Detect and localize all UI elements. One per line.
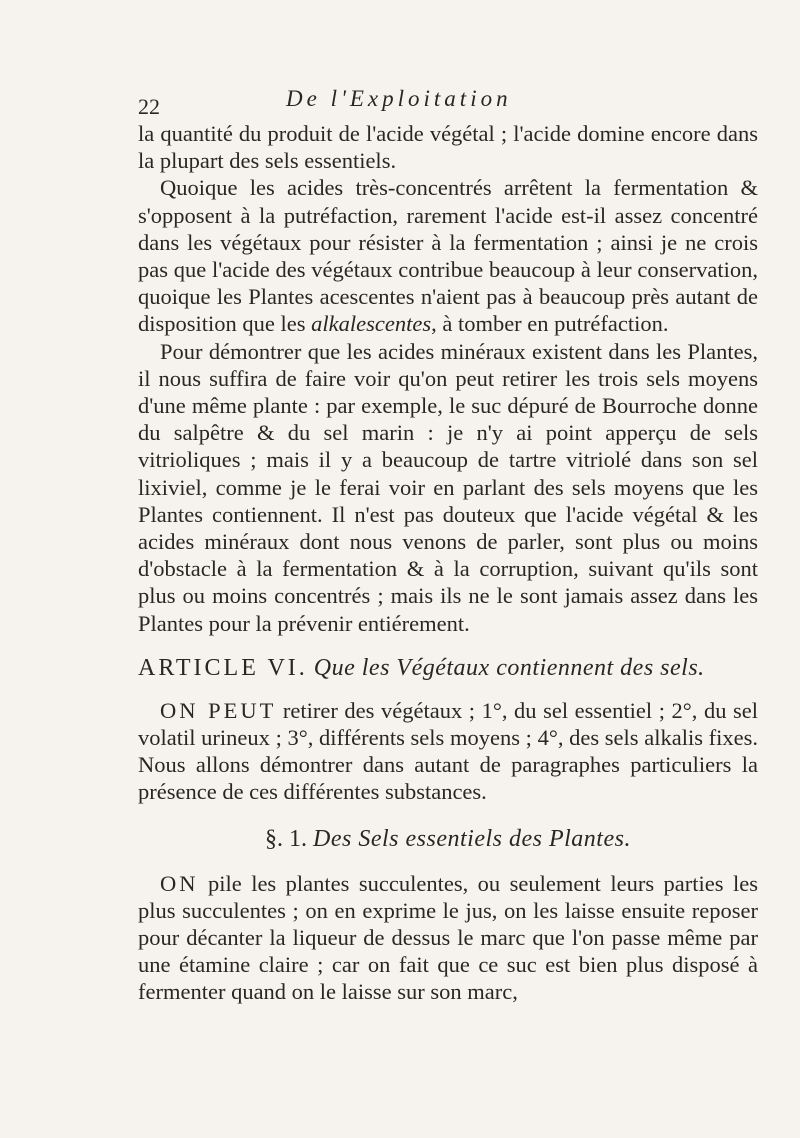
article-heading [138, 653, 758, 683]
article-title: Que les Végétaux contiennent des sels. [313, 654, 705, 681]
paragraph-5-text: pile les plantes succulentes, ou seulement leurs parties les plus succulentes ; on en exprime le jus, on les laisse ensuite reposer pour décanter la liqueur de dessus le marc que l'on passe même par une étamine claire ; car on fait que ce suc est bien plus disposé à fermenter quand on le laisse sur son marc, [138, 870, 759, 1005]
section-title: Des Sels essentiels des Plantes. [313, 825, 631, 852]
section-heading [138, 824, 758, 854]
paragraph-2-italic: alkalescentes [311, 311, 432, 337]
article-label: ARTICLE VI. [138, 654, 308, 681]
paragraph-3: Pour démontrer que les acides minéraux existent dans les Plantes, il nous suffira de faire voir qu'on peut retirer les trois sels moyens d'une même plante : par exemple, le suc dépuré de Bourroche donne du salpêtre & du sel marin : je n'y ai point apperçu de sels vitrioliques ; mais il y a beaucoup de tartre vitriolé dans son sel lixiviel, comme je le ferai voir en parlant des sels moyens que les Plantes contiennent. Il n'est pas douteux que l'acide végétal & les acides minéraux dont nous venons de parler, sont plus ou moins d'obstacle à la fermentation & à la corruption, suivant qu'ils sont plus ou moins concentrés ; mais ils ne le sont jamais assez dans les Plantes pour la prévenir entiérement. [138, 338, 758, 636]
page-header [128, 86, 748, 119]
page-number: 22 [138, 94, 160, 119]
section-label: §. 1. [265, 825, 308, 852]
paragraph-2-text: Quoique les acides très-concentrés arrêtent la fermentation & s'opposent à la putréfaction, rarement l'acide est-il assez concentré dans les végétaux pour résister à la fermentation ; ainsi je ne crois pas que l'acide des végétaux contribue beaucoup à leur conservation, quoique les Plantes acescentes n'aient pas à beaucoup près autant de disposition que les [138, 175, 758, 337]
paragraph-2 [138, 174, 758, 337]
paragraph-4-text: retirer des végétaux ; 1°, du sel essentiel ; 2°, du sel volatil urineux ; 3°, différents sels moyens ; 4°, des sels alkalis fixes. Nous allons démontrer dans autant de paragraphes particuliers la présence de ces différentes substances. [138, 697, 759, 805]
paragraph-4-lead: ON PEUT [160, 697, 277, 723]
paragraph-5 [138, 870, 758, 1006]
paragraph-2-end: , à tomber en putréfaction. [431, 311, 669, 337]
paragraph-5-lead: ON [160, 870, 199, 896]
paragraph-1: la quantité du produit de l'acide végétal ; l'acide domine encore dans la plupart des sels essentiels. [138, 121, 758, 174]
body-text [138, 120, 758, 1006]
paragraph-4 [138, 697, 758, 806]
running-head: De l'Exploitation [286, 86, 512, 111]
